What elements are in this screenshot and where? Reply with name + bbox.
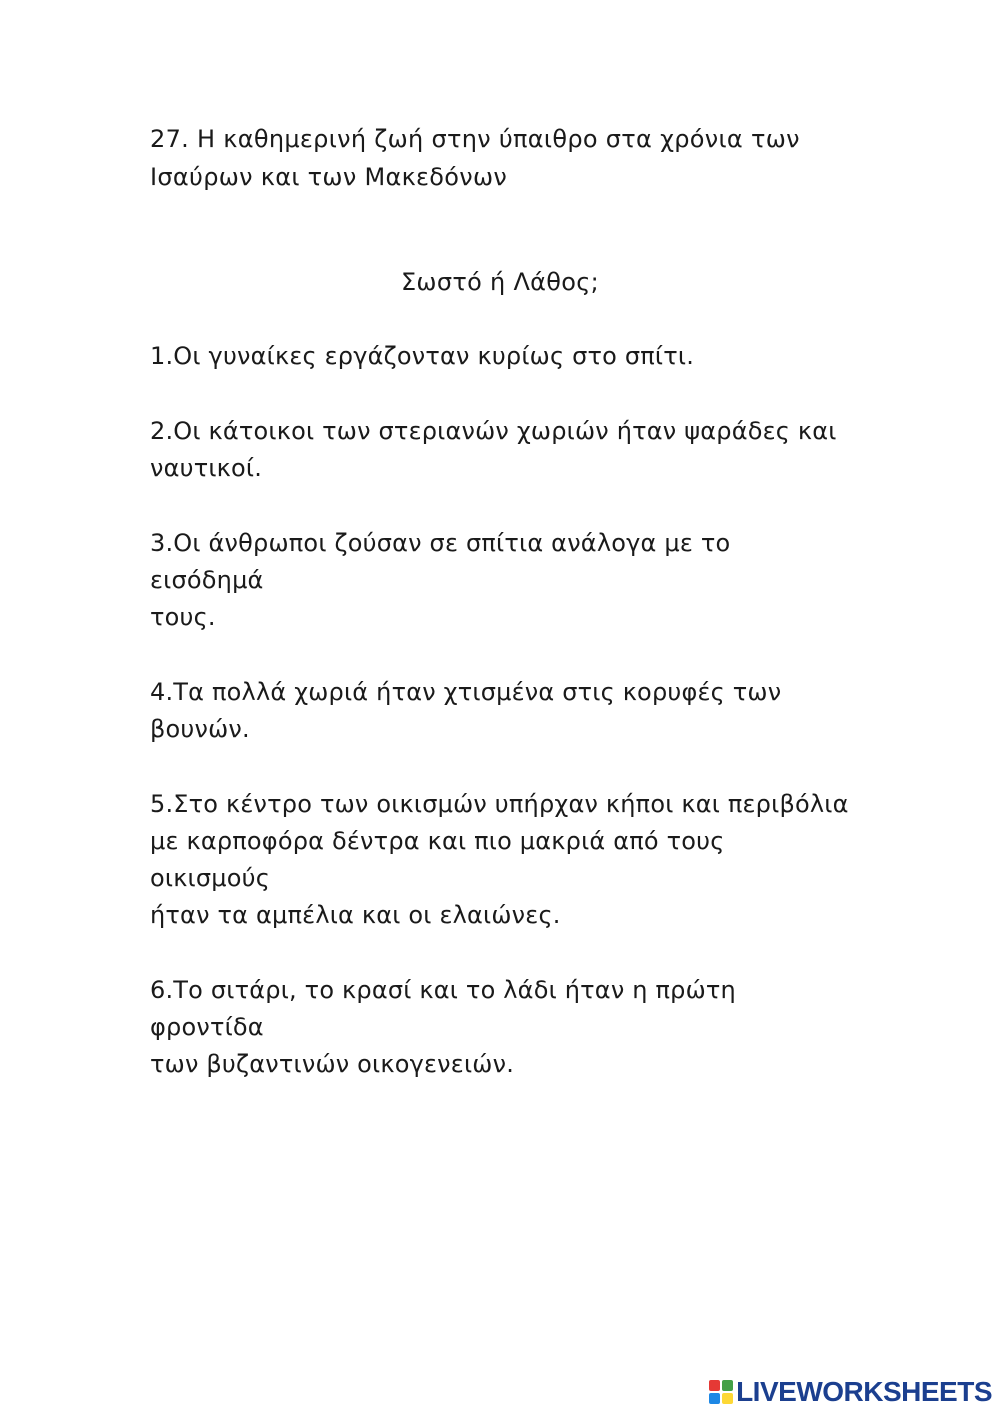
- title-line-2: Ισαύρων και των Μακεδόνων: [150, 163, 508, 191]
- question-text-line: ήταν τα αμπέλια και οι ελαιώνες.: [150, 901, 561, 929]
- question-list: [150, 338, 850, 1121]
- question-text-line: 3.Οι άνθρωποι ζούσαν σε σπίτια ανάλογα με το εισόδημά: [150, 529, 731, 594]
- logo-text: LIVEWORKSHEETS: [736, 1376, 992, 1407]
- title-line-1: 27. Η καθημερινή ζωή στην ύπαιθρο στα χρόνια των: [150, 125, 800, 153]
- question-text-line: 5.Στο κέντρο των οικισμών υπήρχαν κήποι και περιβόλια: [150, 790, 849, 818]
- liveworksheets-logo: [709, 1374, 992, 1410]
- question-text-line: 4.Τα πολλά χωριά ήταν χτισμένα στις κορυφές των: [150, 678, 782, 706]
- logo-square: [709, 1380, 720, 1391]
- worksheet-title: [150, 120, 850, 196]
- question-item: [150, 338, 850, 375]
- question-text-line: 2.Οι κάτοικοι των στεριανών χωριών ήταν ψαράδες και: [150, 417, 837, 445]
- question-text-line: 6.Το σιτάρι, το κρασί και το λάδι ήταν η πρώτη φροντίδα: [150, 976, 736, 1041]
- question-text-line: ναυτικοί.: [150, 454, 263, 482]
- logo-square: [722, 1380, 733, 1391]
- question-item: [150, 786, 850, 934]
- logo-square: [722, 1393, 733, 1404]
- question-text-line: βουνών.: [150, 715, 250, 743]
- question-item: [150, 674, 850, 748]
- section-subtitle: Σωστό ή Λάθος;: [400, 268, 600, 296]
- question-text-line: με καρποφόρα δέντρα και πιο μακριά από τους οικισμούς: [150, 827, 725, 892]
- question-text-line: τους.: [150, 603, 216, 631]
- question-item: [150, 972, 850, 1083]
- logo-square: [709, 1393, 720, 1404]
- question-text-line: 1.Οι γυναίκες εργάζονταν κυρίως στο σπίτι.: [150, 342, 695, 370]
- question-item: [150, 413, 850, 487]
- question-text-line: των βυζαντινών οικογενειών.: [150, 1050, 515, 1078]
- question-item: [150, 525, 850, 636]
- logo-squares-icon: [709, 1380, 733, 1404]
